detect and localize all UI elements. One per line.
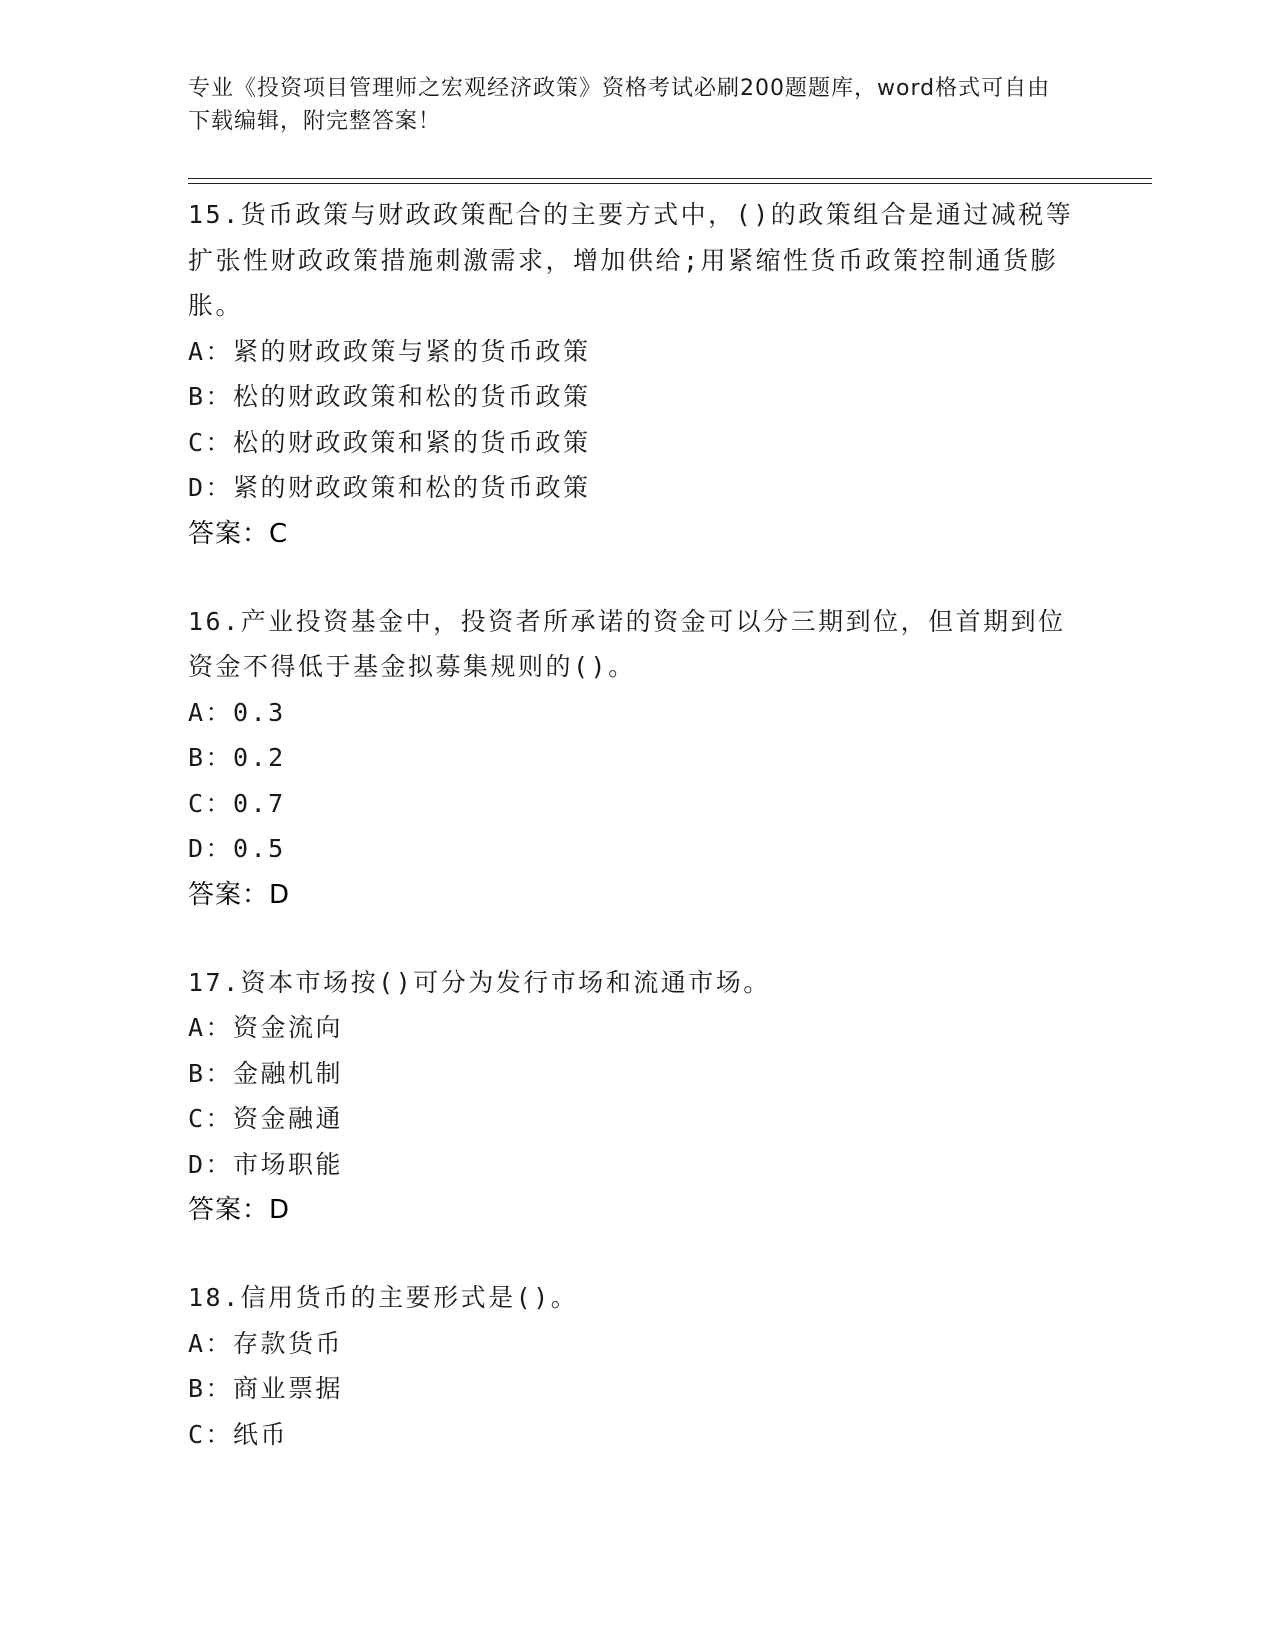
question-stem: 16.产业投资基金中，投资者所承诺的资金可以分三期到位，但首期到位资金不得低于基金拟募集规则的()。 (188, 606, 1066, 681)
header-divider-top (188, 178, 1152, 179)
question-stem: 15.货币政策与财政政策配合的主要方式中，()的政策组合是通过减税等扩张性财政政策措施刺激需求，增加供给;用紧缩性货币政策控制通货膨胀。 (188, 200, 1074, 320)
option-b: B：商业票据 (188, 1374, 344, 1403)
option-a: A：资金流向 (188, 1013, 344, 1042)
question-15 (188, 192, 1088, 557)
option-b: B：0.2 (188, 743, 286, 772)
option-a: A：0.3 (188, 697, 286, 727)
option-c: C：资金融通 (188, 1104, 344, 1133)
option-c: C：松的财政政策和紧的货币政策 (188, 427, 591, 457)
header-divider-bottom (188, 183, 1152, 184)
answer-line: 答案：D (188, 1195, 291, 1225)
question-17 (188, 960, 1088, 1234)
document-header: 专业《投资项目管理师之宏观经济政策》资格考试必刷200题题库，word格式可自由下载编辑，附完整答案！ (188, 76, 1051, 134)
option-b: B：松的财政政策和松的货币政策 (188, 382, 591, 411)
option-b: B：金融机制 (188, 1058, 344, 1088)
option-d: D：紧的财政政策和松的货币政策 (188, 473, 591, 502)
option-c: C：纸币 (188, 1419, 289, 1449)
question-18 (188, 1275, 1088, 1457)
question-list (188, 192, 1088, 1499)
option-a: A：存款货币 (188, 1328, 344, 1358)
question-stem: 17.资本市场按()可分为发行市场和流通市场。 (188, 967, 771, 997)
answer-line: 答案：C (188, 518, 289, 549)
option-a: A：紧的财政政策与紧的货币政策 (188, 336, 591, 366)
option-d: D：0.5 (188, 834, 286, 863)
question-16 (188, 599, 1088, 918)
answer-line: 答案：D (188, 879, 291, 910)
question-stem: 18.信用货币的主要形式是()。 (188, 1283, 579, 1312)
option-c: C：0.7 (188, 788, 286, 818)
option-d: D：市场职能 (188, 1149, 344, 1179)
